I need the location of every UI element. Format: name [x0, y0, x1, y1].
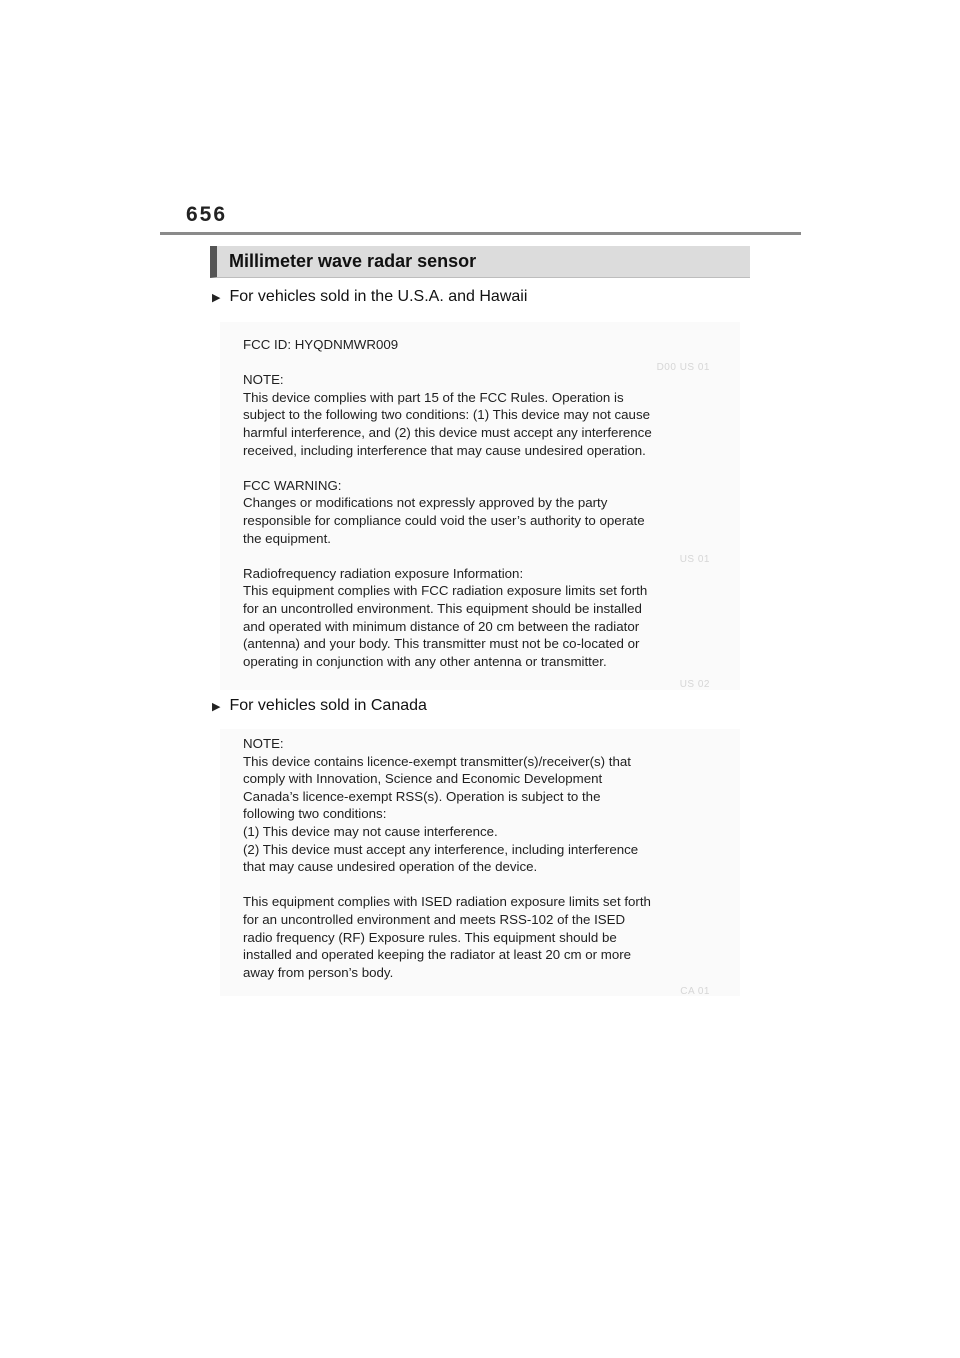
canada-note-block	[243, 735, 740, 876]
usa-note-line: This device complies with part 15 of the FCC Rules. Operation is	[243, 389, 624, 405]
canada-exposure-line: installed and operated keeping the radiator at least 20 cm or more	[243, 947, 632, 963]
usa-fcc-label-image	[220, 322, 740, 690]
usa-rf-line: This equipment complies with FCC radiation exposure limits set forth	[243, 583, 648, 599]
usa-code: US 02	[679, 679, 710, 690]
usa-heading-text: For vehicles sold in the U.S.A. and Hawaii	[229, 288, 528, 305]
canada-exposure-block	[243, 893, 740, 981]
canada-exposure-line: This equipment complies with ISED radiation exposure limits set forth	[243, 894, 651, 910]
usa-heading	[212, 288, 527, 306]
fcc-id: FCC ID: HYQDNMWR009	[243, 337, 399, 352]
canada-note-line: (1) This device may not cause interference.	[243, 823, 498, 839]
usa-note-line: harmful interference, and (2) this device must accept any interference	[243, 424, 652, 440]
header-rule	[160, 232, 801, 235]
section-header	[210, 246, 750, 278]
canada-note-line: comply with Innovation, Science and Economic Development	[243, 771, 603, 787]
usa-note-line: received, including interference that may cause undesired operation.	[243, 442, 646, 458]
usa-rf-line: and operated with minimum distance of 20 cm between the radiator	[243, 618, 640, 634]
canada-exposure-line: for an uncontrolled environment and meets RSS-102 of the ISED	[243, 911, 626, 927]
canada-note-line: (2) This device must accept any interference, including interference	[243, 841, 639, 857]
canada-heading	[212, 697, 427, 715]
section-title: Millimeter wave radar sensor	[229, 251, 477, 271]
usa-note-block	[243, 371, 740, 459]
usa-rf-line: for an uncontrolled environment. This equipment should be installed	[243, 600, 642, 616]
usa-warning-block	[243, 477, 740, 547]
usa-warning-line: the equipment.	[243, 530, 331, 546]
usa-rf-line: operating in conjunction with any other antenna or transmitter.	[243, 653, 607, 669]
canada-note-line: This device contains licence-exempt transmitter(s)/receiver(s) that	[243, 753, 631, 769]
canada-note-line: Canada’s licence-exempt RSS(s). Operation is subject to the	[243, 788, 601, 804]
usa-warning-line: Changes or modifications not expressly approved by the party	[243, 495, 608, 511]
usa-rf-title: Radiofrequency radiation exposure Information:	[243, 565, 524, 581]
canada-code: CA 01	[680, 986, 710, 997]
usa-code: D00 US 01	[656, 362, 710, 373]
usa-rf-block	[243, 565, 740, 671]
usa-note-line: subject to the following two conditions: (1) This device may not cause	[243, 407, 650, 423]
triangle-right-icon: ▶	[212, 291, 221, 304]
canada-note-line: following two conditions:	[243, 806, 387, 822]
usa-note-title: NOTE:	[243, 372, 284, 388]
usa-warning-line: responsible for compliance could void the user’s authority to operate	[243, 512, 645, 528]
usa-warning-title: FCC WARNING:	[243, 477, 342, 493]
triangle-right-icon: ▶	[212, 700, 221, 713]
canada-exposure-line: radio frequency (RF) Exposure rules. This equipment should be	[243, 929, 617, 945]
canada-heading-text: For vehicles sold in Canada	[229, 697, 427, 714]
usa-code: US 01	[679, 554, 710, 565]
canada-exposure-line: away from person’s body.	[243, 964, 394, 980]
canada-ised-label-image	[220, 729, 740, 996]
canada-note-line: that may cause undesired operation of the device.	[243, 859, 538, 875]
usa-rf-line: (antenna) and your body. This transmitter must not be co-located or	[243, 636, 640, 652]
canada-note-title: NOTE:	[243, 736, 284, 751]
page-number: 656	[186, 203, 228, 226]
